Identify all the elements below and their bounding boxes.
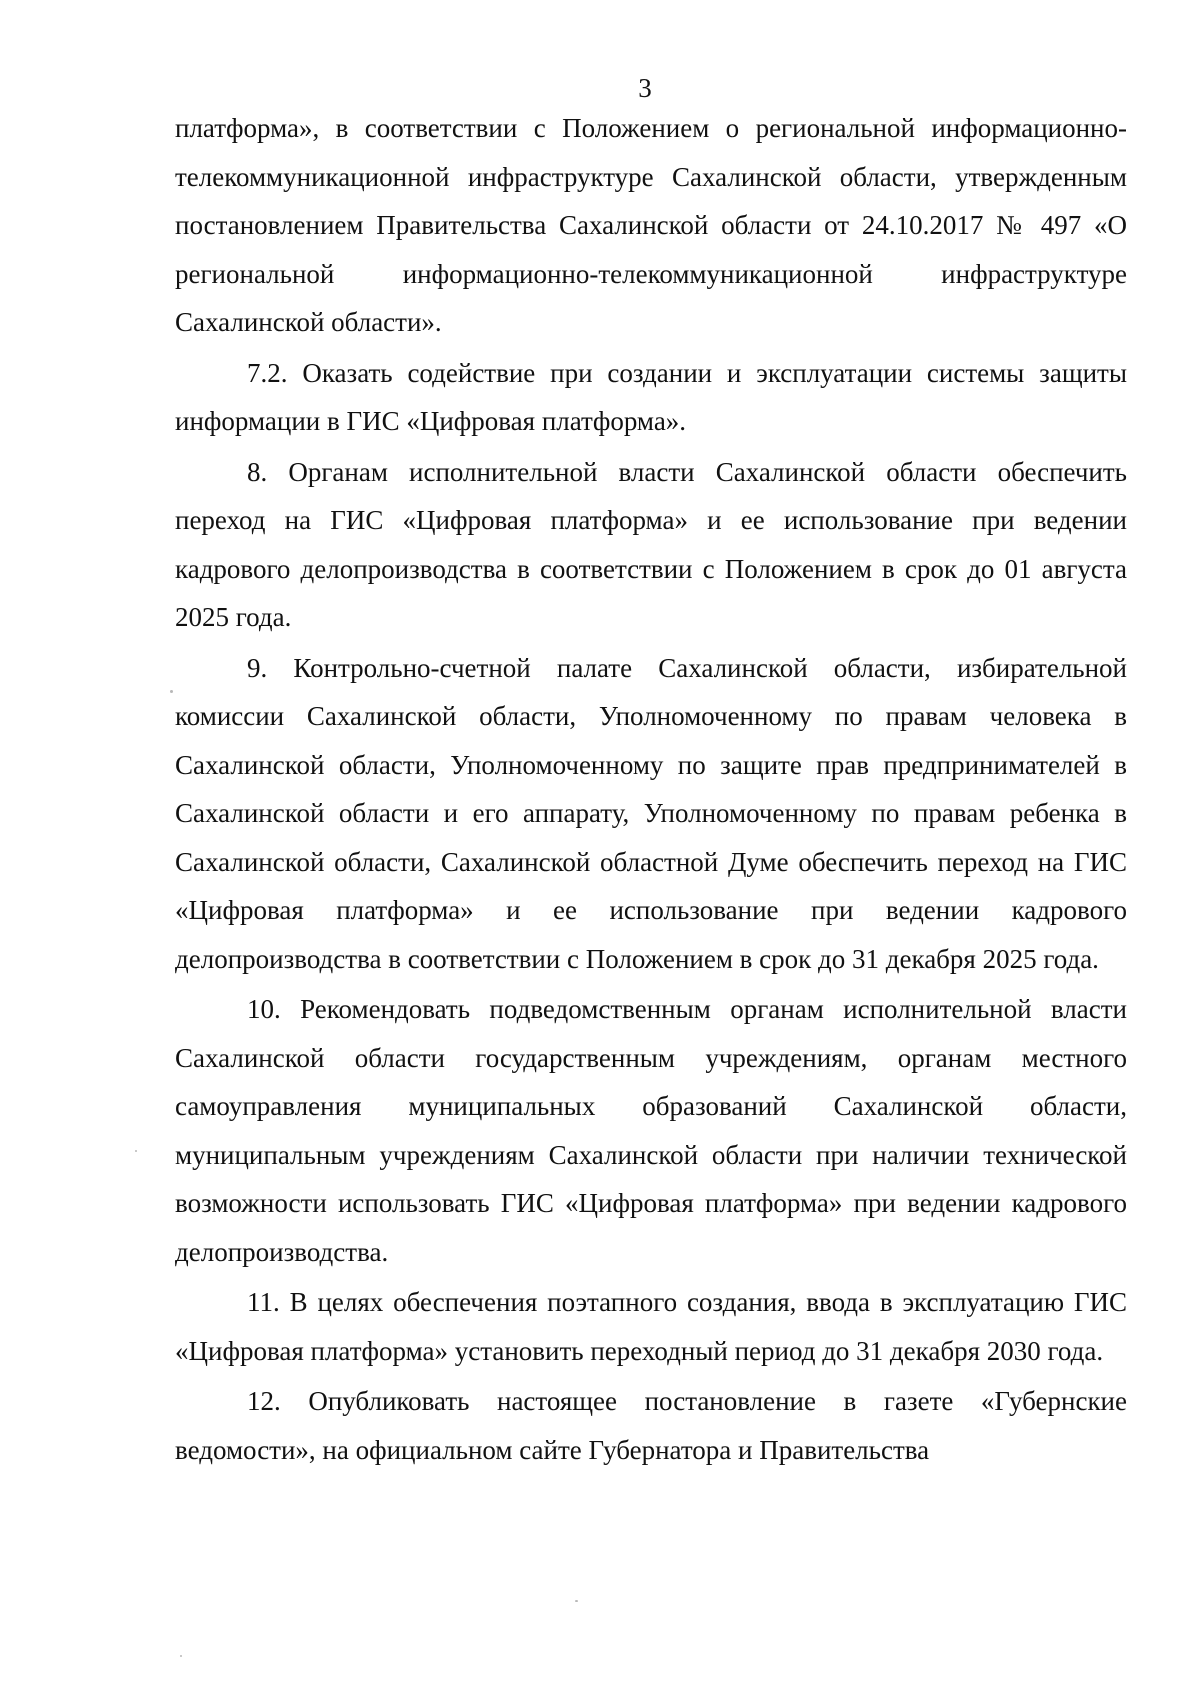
paragraph-7-2: 7.2. Оказать содействие при создании и эксплуатации системы защиты информации в ГИС «Цифровая платформа». [175,357,1127,436]
page-number: 3 [638,73,652,103]
scan-speck [170,690,173,693]
document-body [175,104,1127,1474]
paragraph-11: 11. В целях обеспечения поэтапного создания, ввода в эксплуатацию ГИС «Цифровая платформа» установить переходный период до 31 декабря 2030 года. [175,1287,1127,1366]
scan-speck [135,1150,137,1152]
scan-speck [575,1600,578,1602]
paragraph-7-1-continuation: платформа», в соответствии с Положением о региональной информационно-телекоммуникационной инфраструктуре Сахалинской области, утвержденным постановлением Правительства Сахалинской области от 24.10.2017 № 497 «О региональной информационно-телекоммуникационной инфраструктуре Сахалинской области». [175,113,1127,337]
scan-speck [180,1655,182,1657]
paragraph-8: 8. Органам исполнительной власти Сахалинской области обеспечить переход на ГИС «Цифровая платформа» и ее использование при ведении кадрового делопроизводства в соответствии с Положением в срок до 01 августа 2025 года. [175,456,1127,632]
paragraph-9: 9. Контрольно-счетной палате Сахалинской области, избирательной комиссии Сахалинской области, Уполномоченному по правам человека в Сахалинской области, Уполномоченному по защите прав предпринимателей в Сахалинской области и его аппарату, Уполномоченному по правам ребенка в Сахалинской области, Сахалинской областной Думе обеспечить переход на ГИС «Цифровая платформа» и ее использование при ведении кадрового делопроизводства в соответствии с Положением в срок до 31 декабря 2025 года. [175,652,1127,974]
paragraph-12: 12. Опубликовать настоящее постановление в газете «Губернские ведомости», на официальном сайте Губернатора и Правительства [175,1386,1127,1465]
paragraph-10: 10. Рекомендовать подведомственным органам исполнительной власти Сахалинской области государственным учреждениям, органам местного самоуправления муниципальных образований Сахалинской области, муниципальным учреждениям Сахалинской области при наличии технической возможности использовать ГИС «Цифровая платформа» при ведении кадрового делопроизводства. [175,994,1127,1267]
